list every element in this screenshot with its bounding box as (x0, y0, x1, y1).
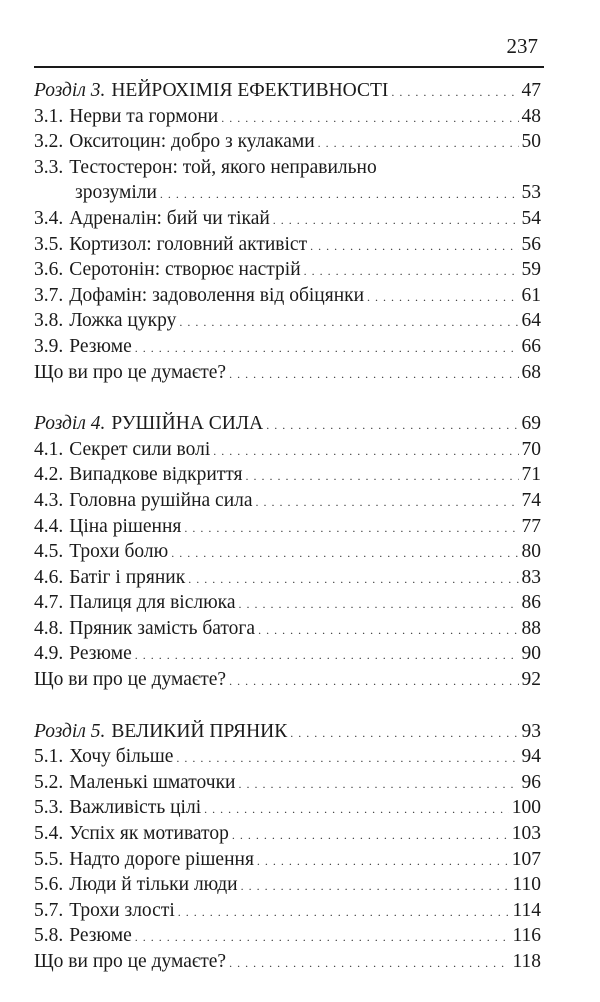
toc-entry (34, 308, 541, 334)
entry-title: Нерви та гормони (69, 105, 219, 127)
entry-title: Резюме (69, 335, 132, 357)
entry-title-continued: зрозуміли (75, 182, 157, 204)
entry-title-wrap (34, 821, 229, 847)
chapter-title: НЕЙРОХІМІЯ ЕФЕКТИВНОСТІ (111, 80, 389, 101)
entry-number: 3.7. (34, 284, 64, 306)
toc-entry (34, 283, 541, 309)
chapter-title-wrap (34, 719, 287, 745)
toc-entry (34, 795, 541, 821)
entry-title: Резюме (69, 925, 132, 947)
dot-leader (171, 541, 518, 567)
dot-leader (258, 618, 518, 644)
dot-leader (273, 208, 519, 234)
entry-page-number: 96 (521, 771, 541, 793)
entry-title-wrap (34, 667, 226, 693)
entry-title-wrap (34, 847, 254, 873)
entry-number: 4.7. (34, 592, 64, 614)
entry-number: 3.9. (34, 335, 64, 357)
entry-page-number: 77 (521, 515, 541, 537)
dot-leader (135, 925, 510, 951)
dot-leader (229, 362, 518, 388)
entry-page-number: 103 (511, 823, 541, 845)
entry-page-number: 56 (521, 233, 541, 255)
dot-leader (188, 567, 518, 593)
chapter-page-number: 69 (521, 413, 541, 435)
chapter-label: Розділ 4. (34, 413, 106, 435)
entry-title-wrap (34, 744, 173, 770)
dot-leader (391, 80, 518, 106)
entry-title-wrap (34, 923, 132, 949)
toc-entry (34, 488, 541, 514)
dot-leader (160, 182, 519, 208)
entry-title-wrap (34, 462, 243, 488)
entry-title: Ціна рішення (69, 515, 182, 537)
entry-page-number: 59 (521, 259, 541, 281)
entry-title-wrap (34, 539, 168, 565)
dot-leader (239, 772, 519, 798)
toc-entry (34, 104, 541, 130)
toc-entry (34, 129, 541, 155)
toc-entry (34, 180, 541, 206)
entry-title-wrap (34, 232, 307, 258)
dot-leader (367, 285, 518, 311)
toc-entry (34, 923, 541, 949)
chapter-title: ВЕЛИКИЙ ПРЯНИК (111, 720, 288, 742)
entry-title-wrap (34, 949, 226, 975)
entry-title: Батіг і пряник (69, 566, 186, 588)
dot-leader (178, 900, 510, 926)
entry-number: 3.1. (34, 105, 64, 127)
entry-title: Хочу більше (69, 746, 174, 768)
entry-number: 3.4. (34, 207, 64, 229)
entry-title: Успіх як мотиватор (69, 823, 229, 845)
entry-page-number: 90 (521, 643, 541, 665)
entry-title: Важливість цілі (69, 797, 202, 819)
entry-title: Пряник замість батога (69, 617, 256, 639)
toc-entry (34, 334, 541, 360)
toc-entry (34, 898, 541, 924)
chapter-heading (34, 78, 541, 104)
entry-title: Резюме (69, 643, 132, 665)
entry-title-wrap (34, 795, 201, 821)
chapter-page-number: 93 (521, 720, 541, 742)
entry-title: Окситоцин: добро з кулаками (69, 131, 315, 153)
entry-title-wrap (34, 872, 238, 898)
entry-title-wrap (34, 283, 364, 309)
entry-title: Трохи болю (69, 541, 169, 563)
entry-title: Адреналін: бий чи тікай (69, 207, 270, 229)
chapter-page-number: 47 (521, 80, 541, 101)
toc-entry (34, 616, 541, 642)
entry-page-number: 68 (521, 361, 541, 383)
entry-number: 4.4. (34, 515, 64, 537)
chapter-title-wrap (34, 78, 388, 104)
entry-title: Головна рушійна сила (69, 489, 253, 511)
entry-page-number: 110 (512, 874, 541, 896)
entry-page-number: 80 (521, 541, 541, 563)
toc-entry (34, 462, 541, 488)
dot-leader (266, 413, 518, 439)
toc-section (34, 719, 541, 975)
entry-title: Секрет сили волі (69, 438, 211, 460)
entry-number: 4.1. (34, 438, 64, 460)
entry-page-number: 61 (521, 284, 541, 306)
entry-page-number: 94 (521, 746, 541, 768)
entry-title: Тестостерон: той, якого неправильно (69, 156, 377, 178)
entry-number: 3.5. (34, 233, 64, 255)
dot-leader (213, 439, 518, 465)
entry-title-wrap (34, 488, 253, 514)
entry-page-number: 118 (512, 951, 541, 972)
dot-leader (318, 131, 519, 157)
entry-page-number: 74 (521, 489, 541, 511)
entry-page-number: 86 (521, 592, 541, 614)
entry-page-number: 71 (521, 464, 541, 486)
entry-title-wrap (34, 206, 270, 232)
toc-entry (34, 667, 541, 693)
entry-number: 4.5. (34, 541, 64, 563)
toc-entry (34, 821, 541, 847)
entry-title: Кортизол: головний активіст (69, 233, 308, 255)
dot-leader (176, 746, 518, 772)
toc-entry (34, 539, 541, 565)
entry-page-number: 100 (511, 797, 541, 819)
entry-title-wrap (34, 104, 218, 130)
toc-entry (34, 770, 541, 796)
toc-section (34, 78, 541, 385)
dot-leader (246, 464, 519, 490)
dot-leader (232, 823, 509, 849)
entry-title: Люди й тільки люди (69, 874, 238, 896)
entry-title: Палиця для віслюка (69, 592, 236, 614)
table-of-contents (34, 78, 541, 1001)
toc-entry (34, 206, 541, 232)
entry-number: 5.2. (34, 771, 64, 793)
entry-number: 3.3. (34, 156, 64, 178)
toc-entry (34, 872, 541, 898)
entry-number: 5.5. (34, 848, 64, 870)
toc-entry (34, 641, 541, 667)
entry-number: 5.1. (34, 746, 64, 768)
dot-leader (239, 592, 519, 618)
chapter-heading (34, 411, 541, 437)
entry-title-wrap (34, 641, 132, 667)
toc-entry (34, 590, 541, 616)
entry-page-number: 64 (521, 310, 541, 332)
entry-page-number: 88 (521, 617, 541, 639)
chapter-title: РУШІЙНА СИЛА (111, 413, 264, 435)
dot-leader (184, 516, 518, 542)
toc-entry (34, 257, 541, 283)
entry-page-number: 48 (521, 105, 541, 127)
toc-section (34, 411, 541, 693)
entry-number: 3.6. (34, 259, 64, 281)
entry-title: Що ви про це думаєте? (34, 951, 227, 972)
entry-title-wrap (34, 565, 185, 591)
entry-page-number: 70 (521, 438, 541, 460)
chapter-label: Розділ 5. (34, 720, 106, 742)
entry-title: Серотонін: створює настрій (69, 259, 301, 281)
entry-number: 5.3. (34, 797, 64, 819)
entry-title: Випадкове відкриття (69, 464, 243, 486)
entry-number: 5.6. (34, 874, 64, 896)
entry-page-number: 114 (512, 899, 541, 921)
entry-title-wrap (34, 898, 175, 924)
dot-leader (135, 336, 519, 362)
entry-page-number: 83 (521, 566, 541, 588)
dot-leader (204, 797, 509, 823)
toc-entry (34, 232, 541, 258)
dot-leader (179, 310, 518, 336)
entry-number: 5.7. (34, 899, 64, 921)
entry-title-wrap (34, 257, 301, 283)
entry-title: Що ви про це думаєте? (34, 669, 227, 691)
chapter-label: Розділ 3. (34, 80, 106, 101)
entry-page-number: 107 (511, 848, 541, 870)
dot-leader (221, 106, 518, 132)
dot-leader (241, 874, 510, 900)
chapter-heading (34, 719, 541, 745)
entry-title: Дофамін: задоволення від обіцянки (69, 284, 365, 306)
page-number: 237 (506, 34, 538, 58)
dot-leader (256, 490, 519, 516)
dot-leader (229, 669, 518, 695)
dot-leader (290, 721, 518, 747)
toc-entry (34, 949, 541, 975)
entry-number: 3.2. (34, 131, 64, 153)
entry-number: 4.2. (34, 464, 64, 486)
entry-number: 4.3. (34, 489, 64, 511)
toc-entry (34, 847, 541, 873)
entry-number: 5.8. (34, 925, 64, 947)
toc-entry (34, 437, 541, 463)
toc-entry-line (34, 155, 541, 181)
entry-title: Що ви про це думаєте? (34, 361, 227, 383)
entry-page-number: 54 (521, 207, 541, 229)
entry-number: 4.6. (34, 566, 64, 588)
toc-entry (34, 514, 541, 540)
dot-leader (310, 234, 518, 260)
toc-entry (34, 744, 541, 770)
entry-title-wrap (34, 437, 210, 463)
entry-number: 4.9. (34, 643, 64, 665)
entry-page-number: 53 (521, 182, 541, 204)
chapter-title-wrap (34, 411, 263, 437)
entry-page-number: 66 (521, 335, 541, 357)
entry-title-wrap (34, 129, 315, 155)
dot-leader (135, 643, 519, 669)
entry-page-number: 50 (521, 131, 541, 153)
entry-number: 3.8. (34, 310, 64, 332)
entry-title-wrap (34, 334, 132, 360)
entry-title: Ложка цукру (69, 310, 177, 332)
entry-number: 5.4. (34, 823, 64, 845)
entry-page-number: 116 (512, 925, 541, 947)
entry-title-wrap (34, 514, 181, 540)
dot-leader (229, 951, 509, 977)
entry-title-wrap (34, 770, 236, 796)
entry-title: Маленькі шматочки (69, 771, 236, 793)
entry-title-wrap (34, 590, 236, 616)
entry-title-wrap (34, 360, 226, 386)
dot-leader (304, 259, 519, 285)
toc-entry (34, 360, 541, 386)
entry-title-wrap (34, 308, 176, 334)
header-rule (34, 66, 544, 68)
entry-title: Трохи злості (69, 899, 175, 921)
entry-title: Надто дороге рішення (69, 848, 254, 870)
entry-title-wrap (34, 616, 255, 642)
toc-entry (34, 565, 541, 591)
dot-leader (257, 849, 509, 875)
entry-page-number: 92 (521, 669, 541, 691)
entry-number: 4.8. (34, 617, 64, 639)
